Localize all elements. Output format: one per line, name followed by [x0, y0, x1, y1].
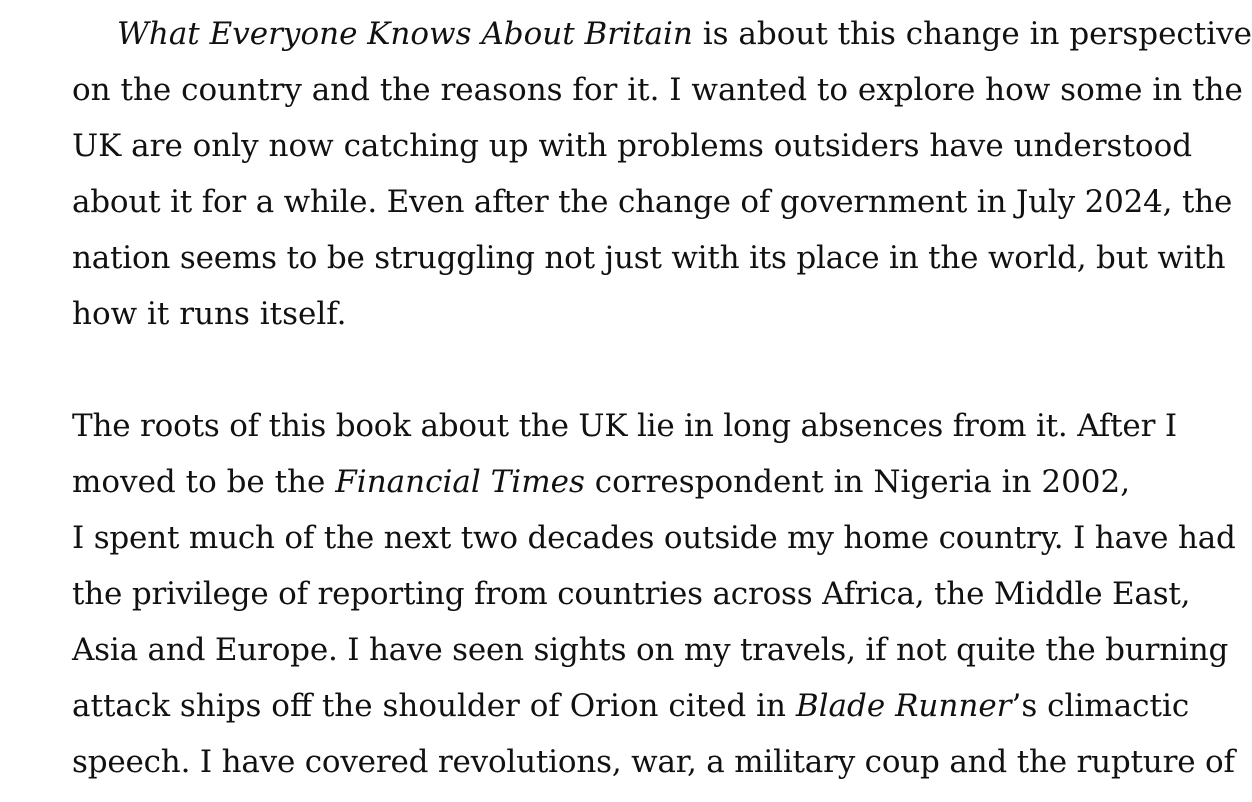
text-segment: correspondent in Nigeria in 2002, — [584, 464, 1131, 500]
text-segment: UK are only now catching up with problems outsiders have understood — [72, 128, 1193, 164]
paragraph-1 — [72, 6, 1252, 342]
paragraph-gap — [72, 342, 1108, 398]
paragraph-2-line-3 — [72, 510, 1236, 566]
text-segment: The roots of this book about the UK lie in long absences from it. After I — [72, 408, 1177, 444]
paragraph-1-line-1 — [72, 6, 1252, 62]
film-title: Blade Runner — [795, 688, 1012, 724]
text-segment: is about this change in perspective — [692, 16, 1252, 52]
paragraph-2-line-5 — [72, 622, 1229, 678]
paragraph-1-line-2 — [72, 62, 1243, 118]
text-segment: the privilege of reporting from countries across Africa, the Middle East, — [72, 576, 1191, 612]
text-segment: speech. I have covered revolutions, war, a military coup and the rupture of — [72, 744, 1235, 780]
text-segment: moved to be the — [72, 464, 336, 500]
text-segment: on the country and the reasons for it. I wanted to explore how some in the — [72, 72, 1243, 108]
paragraph-1-line-4 — [72, 174, 1233, 230]
text-segment: Asia and Europe. I have seen sights on my travels, if not quite the burning — [72, 632, 1229, 668]
text-segment: ’s climactic — [1011, 688, 1190, 724]
paragraph-1-line-3 — [72, 118, 1193, 174]
text-segment: how it runs itself. — [72, 296, 347, 332]
text-segment: nation seems to be struggling not just with its place in the world, but with — [72, 240, 1226, 276]
paragraph-2 — [72, 398, 1236, 790]
publication-title: Financial Times — [335, 464, 585, 500]
text-segment: attack ships off the shoulder of Orion cited in — [72, 688, 796, 724]
paragraph-2-line-7 — [72, 734, 1235, 790]
text-segment: I spent much of the next two decades outside my home country. I have had — [72, 520, 1236, 556]
paragraph-1-line-5 — [72, 230, 1226, 286]
paragraph-1-line-6 — [72, 286, 1108, 342]
paragraph-2-line-4 — [72, 566, 1191, 622]
paragraph-2-line-2 — [72, 454, 1131, 510]
text-column — [72, 6, 1252, 790]
text-segment: about it for a while. Even after the change of government in July 2024, the — [72, 184, 1233, 220]
book-title: What Everyone Knows About Britain — [117, 16, 693, 52]
paragraph-2-line-1 — [72, 398, 1177, 454]
paragraph-2-line-6 — [72, 678, 1190, 734]
